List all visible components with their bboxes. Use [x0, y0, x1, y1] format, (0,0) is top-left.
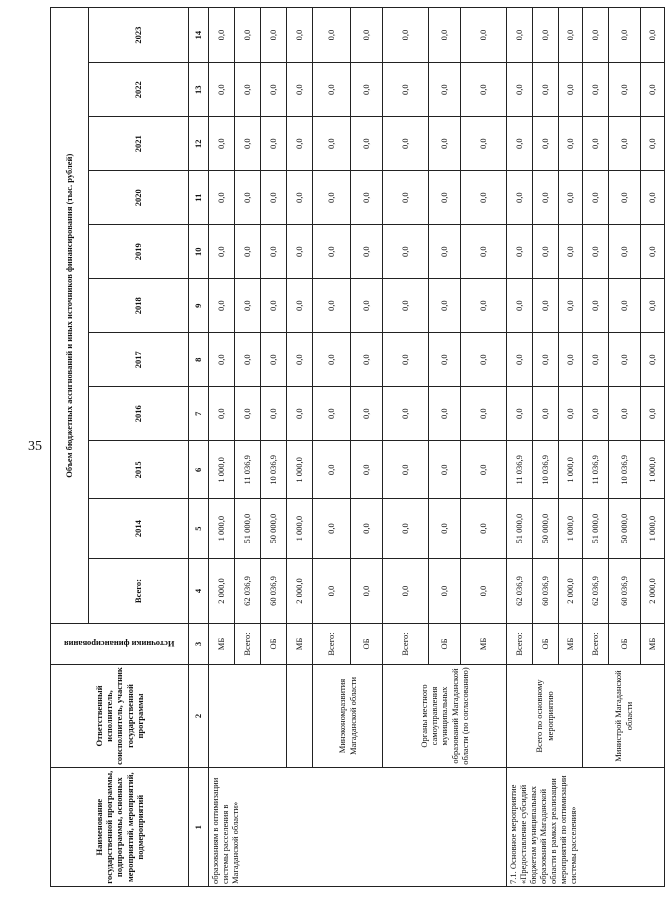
year-value-cell: 0,0: [261, 279, 287, 333]
year-value-cell: 0,0: [287, 117, 313, 171]
total-value-cell: 2 000,0: [287, 558, 313, 624]
year-value-cell: 0,0: [351, 441, 383, 499]
year-value-cell: 0,0: [287, 225, 313, 279]
year-value-cell: 0,0: [507, 333, 533, 387]
column-number: 9: [189, 279, 209, 333]
funding-source-cell: Всего:: [383, 624, 429, 664]
total-value-cell: 2 000,0: [559, 558, 583, 624]
year-value-cell: 0,0: [209, 63, 235, 117]
funding-source-cell: ОБ: [429, 624, 461, 664]
total-value-cell: 60 036,9: [261, 558, 287, 624]
total-value-cell: 0,0: [461, 558, 507, 624]
year-value-cell: 0,0: [609, 63, 641, 117]
year-value-cell: 0,0: [383, 117, 429, 171]
year-value-cell: 0,0: [287, 171, 313, 225]
year-value-cell: 0,0: [287, 8, 313, 63]
year-value-cell: 0,0: [429, 499, 461, 558]
total-value-cell: 60 036,9: [533, 558, 559, 624]
year-value-cell: 51 000,0: [583, 499, 609, 558]
year-value-cell: 0,0: [429, 8, 461, 63]
year-value-cell: 0,0: [351, 387, 383, 441]
total-value-cell: 0,0: [383, 558, 429, 624]
year-value-cell: 50 000,0: [533, 499, 559, 558]
year-value-cell: 0,0: [429, 117, 461, 171]
year-value-cell: 0,0: [583, 63, 609, 117]
year-value-cell: 0,0: [461, 333, 507, 387]
year-value-cell: 0,0: [313, 279, 351, 333]
year-value-cell: 0,0: [235, 8, 261, 63]
year-value-cell: 10 036,9: [609, 441, 641, 499]
year-value-cell: 0,0: [609, 171, 641, 225]
year-value-cell: 1 000,0: [209, 499, 235, 558]
year-value-cell: 0,0: [383, 387, 429, 441]
table-row: [313, 8, 351, 887]
year-value-cell: 0,0: [559, 387, 583, 441]
year-value-cell: 0,0: [209, 333, 235, 387]
header-year: 2014: [89, 499, 189, 558]
funding-source-cell: ОБ: [351, 624, 383, 664]
column-number: 5: [189, 499, 209, 558]
year-value-cell: 0,0: [429, 225, 461, 279]
header-year: 2019: [89, 225, 189, 279]
header-year: 2022: [89, 63, 189, 117]
header-year: 2017: [89, 333, 189, 387]
year-value-cell: 0,0: [507, 387, 533, 441]
year-value-cell: 0,0: [461, 117, 507, 171]
year-value-cell: 0,0: [351, 8, 383, 63]
year-value-cell: 0,0: [461, 171, 507, 225]
year-value-cell: 0,0: [641, 279, 665, 333]
header-col1: Наименование государственной программы, подпрограммы, основных мероприятий, мероприятий, подмероприятий: [51, 768, 189, 887]
year-value-cell: 0,0: [351, 171, 383, 225]
header-year: 2016: [89, 387, 189, 441]
year-value-cell: 0,0: [209, 279, 235, 333]
header-year: 2021: [89, 117, 189, 171]
column-number: 13: [189, 63, 209, 117]
year-value-cell: 0,0: [351, 117, 383, 171]
column-number: 8: [189, 333, 209, 387]
column-number: 1: [189, 768, 209, 887]
year-value-cell: 11 036,9: [507, 441, 533, 499]
funding-source-cell: Всего:: [583, 624, 609, 664]
year-value-cell: 0,0: [351, 225, 383, 279]
header-col3: [51, 624, 189, 664]
year-value-cell: 0,0: [559, 333, 583, 387]
year-value-cell: 0,0: [287, 387, 313, 441]
total-value-cell: 0,0: [429, 558, 461, 624]
year-value-cell: 1 000,0: [641, 441, 665, 499]
year-value-cell: 0,0: [583, 225, 609, 279]
year-value-cell: 0,0: [583, 333, 609, 387]
column-number: 7: [189, 387, 209, 441]
year-value-cell: 0,0: [429, 333, 461, 387]
year-value-cell: 0,0: [429, 171, 461, 225]
year-value-cell: 0,0: [235, 279, 261, 333]
year-value-cell: 0,0: [559, 225, 583, 279]
year-value-cell: 0,0: [383, 279, 429, 333]
table-row: [287, 8, 313, 887]
table-row: [383, 8, 429, 887]
executor-cell: [209, 664, 287, 768]
year-value-cell: 11 036,9: [235, 441, 261, 499]
year-value-cell: 0,0: [461, 8, 507, 63]
year-value-cell: 0,0: [261, 225, 287, 279]
column-number: 2: [189, 664, 209, 768]
year-value-cell: 0,0: [461, 63, 507, 117]
table-row: [583, 8, 609, 887]
funding-source-cell: Всего:: [313, 624, 351, 664]
year-value-cell: 1 000,0: [559, 441, 583, 499]
year-value-cell: 0,0: [351, 63, 383, 117]
funding-source-cell: ОБ: [609, 624, 641, 664]
year-value-cell: 0,0: [313, 499, 351, 558]
year-value-cell: 0,0: [641, 225, 665, 279]
funding-source-cell: МБ: [461, 624, 507, 664]
year-value-cell: 0,0: [429, 279, 461, 333]
year-value-cell: 0,0: [235, 225, 261, 279]
header-total: Всего:: [89, 558, 189, 624]
year-value-cell: 0,0: [507, 171, 533, 225]
year-value-cell: 50 000,0: [261, 499, 287, 558]
page-number: 35: [28, 439, 42, 454]
year-value-cell: 0,0: [313, 117, 351, 171]
year-value-cell: 0,0: [533, 387, 559, 441]
year-value-cell: 0,0: [641, 8, 665, 63]
column-number: 3: [189, 624, 209, 664]
year-value-cell: 0,0: [641, 387, 665, 441]
column-number: 12: [189, 117, 209, 171]
header-group: Объем бюджетных ассигнований и иных источников финансирования (тыс. рублей): [51, 8, 89, 624]
year-value-cell: 0,0: [209, 171, 235, 225]
year-value-cell: 1 000,0: [641, 499, 665, 558]
year-value-cell: 0,0: [313, 8, 351, 63]
executor-cell: Министрой Магаданской области: [583, 664, 665, 768]
year-value-cell: 1 000,0: [287, 499, 313, 558]
funding-source-cell: МБ: [209, 624, 235, 664]
year-value-cell: 0,0: [533, 117, 559, 171]
total-value-cell: 62 036,9: [507, 558, 533, 624]
year-value-cell: 0,0: [235, 387, 261, 441]
funding-source-cell: МБ: [287, 624, 313, 664]
year-value-cell: 51 000,0: [507, 499, 533, 558]
funding-source-cell: ОБ: [533, 624, 559, 664]
total-value-cell: 2 000,0: [209, 558, 235, 624]
column-number: 14: [189, 8, 209, 63]
year-value-cell: 0,0: [533, 279, 559, 333]
year-value-cell: 1 000,0: [559, 499, 583, 558]
funding-source-cell: МБ: [559, 624, 583, 664]
year-value-cell: 0,0: [209, 117, 235, 171]
total-value-cell: 62 036,9: [235, 558, 261, 624]
year-value-cell: 0,0: [461, 441, 507, 499]
year-value-cell: 0,0: [559, 171, 583, 225]
year-value-cell: 0,0: [287, 63, 313, 117]
year-value-cell: 0,0: [507, 8, 533, 63]
year-value-cell: 0,0: [533, 171, 559, 225]
year-value-cell: 0,0: [559, 117, 583, 171]
year-value-cell: 0,0: [533, 333, 559, 387]
table-row: [209, 8, 235, 887]
total-value-cell: 62 036,9: [583, 558, 609, 624]
year-value-cell: 0,0: [583, 279, 609, 333]
year-value-cell: 11 036,9: [583, 441, 609, 499]
year-value-cell: 0,0: [209, 387, 235, 441]
year-value-cell: 0,0: [559, 279, 583, 333]
year-value-cell: 0,0: [313, 63, 351, 117]
total-value-cell: 0,0: [351, 558, 383, 624]
year-value-cell: 0,0: [507, 63, 533, 117]
year-value-cell: 0,0: [313, 333, 351, 387]
year-value-cell: 0,0: [383, 63, 429, 117]
table-row: [507, 8, 533, 887]
year-value-cell: 0,0: [429, 387, 461, 441]
year-value-cell: 0,0: [583, 387, 609, 441]
rotated-page: [50, 7, 658, 887]
year-value-cell: 0,0: [313, 441, 351, 499]
table-body: [209, 8, 665, 887]
year-value-cell: 0,0: [383, 333, 429, 387]
year-value-cell: 10 036,9: [261, 441, 287, 499]
year-value-cell: 0,0: [261, 171, 287, 225]
executor-cell: Всего по основному мероприятию: [507, 664, 583, 768]
year-value-cell: 0,0: [533, 63, 559, 117]
year-value-cell: 0,0: [287, 279, 313, 333]
column-number: 4: [189, 558, 209, 624]
year-value-cell: 0,0: [609, 279, 641, 333]
year-value-cell: 0,0: [261, 8, 287, 63]
executor-cell: Минэкономразвития Магаданской области: [313, 664, 383, 768]
year-value-cell: 0,0: [261, 333, 287, 387]
year-value-cell: 0,0: [533, 225, 559, 279]
total-value-cell: 2 000,0: [641, 558, 665, 624]
year-value-cell: 0,0: [583, 171, 609, 225]
year-value-cell: 0,0: [351, 499, 383, 558]
year-value-cell: 0,0: [209, 8, 235, 63]
program-name-cell: образованиям в оптимизации системы расселения в Магаданской области»: [209, 768, 507, 887]
header-year: 2015: [89, 441, 189, 499]
year-value-cell: 0,0: [641, 117, 665, 171]
header-year: 2018: [89, 279, 189, 333]
year-value-cell: 0,0: [641, 333, 665, 387]
year-value-cell: 0,0: [313, 225, 351, 279]
year-value-cell: 0,0: [641, 171, 665, 225]
year-value-cell: 0,0: [559, 8, 583, 63]
header-col2: Ответственный исполнитель, соисполнитель, участник государственной программы: [51, 664, 189, 768]
year-value-cell: 0,0: [429, 441, 461, 499]
year-value-cell: 0,0: [507, 279, 533, 333]
year-value-cell: 0,0: [461, 225, 507, 279]
year-value-cell: 0,0: [461, 499, 507, 558]
year-value-cell: 0,0: [383, 225, 429, 279]
header-col3-text: Источники финансирования: [64, 639, 175, 649]
year-value-cell: 0,0: [313, 171, 351, 225]
executor-cell: [287, 664, 313, 768]
year-value-cell: 0,0: [383, 499, 429, 558]
year-value-cell: 0,0: [507, 117, 533, 171]
year-value-cell: 0,0: [235, 117, 261, 171]
funding-source-cell: ОБ: [261, 624, 287, 664]
funding-source-cell: Всего:: [507, 624, 533, 664]
year-value-cell: 0,0: [641, 63, 665, 117]
year-value-cell: 10 036,9: [533, 441, 559, 499]
year-value-cell: 51 000,0: [235, 499, 261, 558]
year-value-cell: 0,0: [235, 171, 261, 225]
year-value-cell: 0,0: [261, 117, 287, 171]
year-value-cell: 0,0: [351, 279, 383, 333]
year-value-cell: 0,0: [583, 8, 609, 63]
year-value-cell: 0,0: [429, 63, 461, 117]
year-value-cell: 0,0: [533, 8, 559, 63]
year-value-cell: 0,0: [609, 333, 641, 387]
year-value-cell: 1 000,0: [287, 441, 313, 499]
year-value-cell: 0,0: [313, 387, 351, 441]
program-name-cell: 7.1. Основное мероприятие «Предоставление субсидий бюджетам муниципальных образований Магаданской области в рамках реализации мероприятий по оптимизации системы расселения»: [507, 768, 665, 887]
year-value-cell: 0,0: [209, 225, 235, 279]
year-value-cell: 50 000,0: [609, 499, 641, 558]
year-value-cell: 0,0: [351, 333, 383, 387]
executor-cell: Органы местного самоуправления муниципальных образований Магаданской области (по согласованию): [383, 664, 507, 768]
total-value-cell: 60 036,9: [609, 558, 641, 624]
total-value-cell: 0,0: [313, 558, 351, 624]
year-value-cell: 0,0: [383, 8, 429, 63]
year-value-cell: 0,0: [383, 441, 429, 499]
funding-source-cell: Всего:: [235, 624, 261, 664]
year-value-cell: 1 000,0: [209, 441, 235, 499]
year-value-cell: 0,0: [235, 333, 261, 387]
year-value-cell: 0,0: [287, 333, 313, 387]
financing-table: [50, 7, 665, 887]
header-year: 2023: [89, 8, 189, 63]
year-value-cell: 0,0: [461, 387, 507, 441]
column-number: 6: [189, 441, 209, 499]
year-value-cell: 0,0: [609, 387, 641, 441]
header-year: 2020: [89, 171, 189, 225]
year-value-cell: 0,0: [559, 63, 583, 117]
column-number: 10: [189, 225, 209, 279]
year-value-cell: 0,0: [507, 225, 533, 279]
year-value-cell: 0,0: [583, 117, 609, 171]
year-value-cell: 0,0: [609, 8, 641, 63]
year-value-cell: 0,0: [461, 279, 507, 333]
year-value-cell: 0,0: [261, 63, 287, 117]
column-number: 11: [189, 171, 209, 225]
year-value-cell: 0,0: [609, 117, 641, 171]
year-value-cell: 0,0: [235, 63, 261, 117]
year-value-cell: 0,0: [261, 387, 287, 441]
year-value-cell: 0,0: [609, 225, 641, 279]
year-value-cell: 0,0: [383, 171, 429, 225]
funding-source-cell: МБ: [641, 624, 665, 664]
